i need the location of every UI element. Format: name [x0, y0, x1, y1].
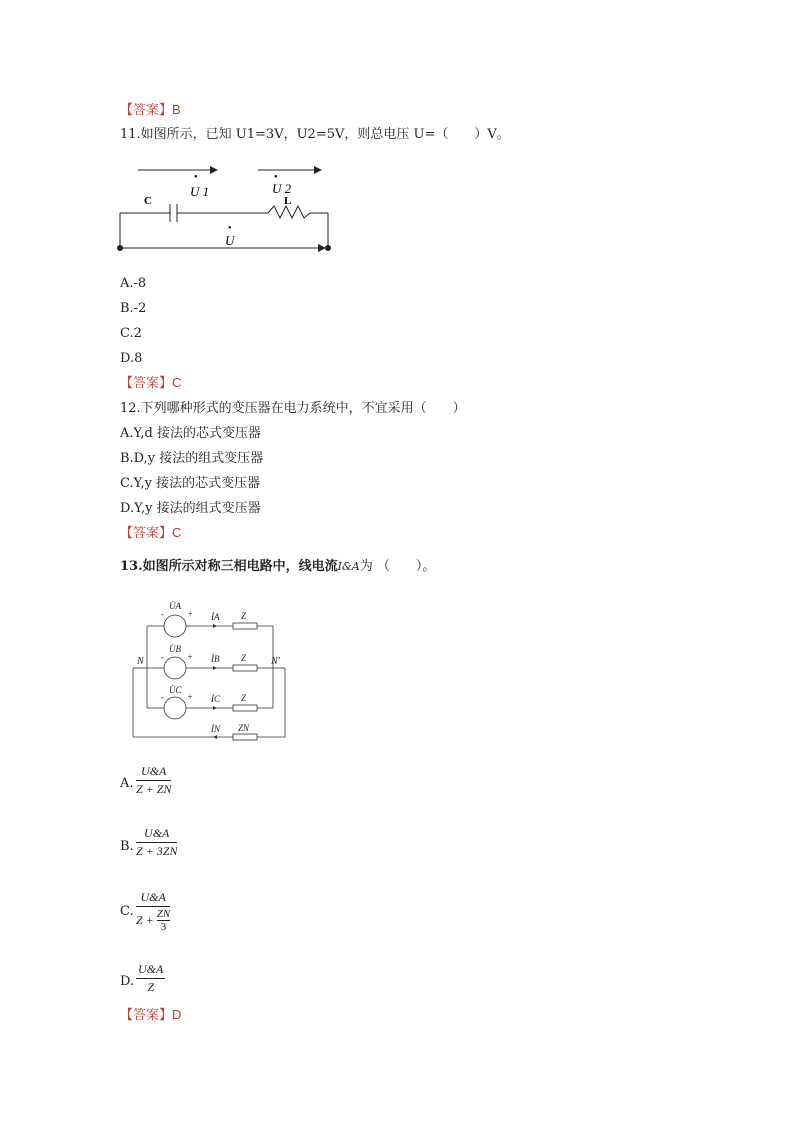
q11-option-d: D.8 — [120, 351, 143, 366]
svg-text:•: • — [228, 223, 232, 234]
q11-stem: 11.如图所示，已知 U1=3V，U2=5V，则总电压 U=（ ）V。 — [120, 127, 510, 142]
source-b — [164, 657, 186, 679]
u1-label: U 1 — [190, 184, 210, 199]
q13-option-c-fraction: U&A Z + $\frac{ZN}{3}$ — [136, 890, 171, 933]
answer-q11: 【答案】C — [120, 375, 182, 391]
answer-q10 — [120, 101, 181, 120]
answer-value: B — [172, 102, 181, 117]
q13-stem: 13.如图所示对称三相电路中，线电流I&A为 （ ）。 — [120, 559, 436, 574]
q12-option-a: A.Y,d 接法的芯式变压器 — [120, 426, 262, 441]
source-c-label: U̇C — [169, 685, 182, 695]
q13-option-b-fraction: $\frac{U\&A}{Z + 3ZN}$ — [136, 826, 178, 858]
q11-circuit-diagram — [110, 158, 350, 258]
q13-option-a-fraction: $\frac{U\&A}{Z + ZN}$ — [136, 764, 172, 796]
n-prime-label: N′ — [271, 656, 280, 667]
q12-option-b: B.D,y 接法的组式变压器 — [120, 451, 264, 466]
q12-option-c: C.Y,y 接法的芯式变压器 — [120, 476, 261, 491]
q13-option-c-label: C. — [120, 904, 134, 919]
line-current-symbol: I&A — [337, 560, 360, 573]
svg-text:+: + — [187, 692, 194, 702]
impedance-n — [233, 734, 257, 740]
q13-three-phase-circuit — [125, 592, 300, 744]
svg-text:-: - — [161, 609, 164, 619]
source-b-label: U̇B — [169, 644, 181, 654]
current-n-label: İN — [211, 724, 220, 734]
q13-option-d-label: D. — [120, 974, 135, 989]
impedance-b — [233, 665, 257, 671]
u-label: U — [225, 233, 235, 248]
answer-bracket: 【答案】 — [120, 103, 173, 118]
n-label: N — [137, 656, 144, 667]
inductor-symbol — [268, 206, 310, 218]
svg-text:+: + — [187, 609, 194, 619]
u2-label: U 2 — [272, 181, 292, 196]
q12-stem: 12.下列哪种形式的变压器在电力系统中，不宜采用（ ） — [120, 401, 466, 416]
q11-option-b: B.-2 — [120, 301, 147, 316]
q12-option-d: D.Y,y 接法的组式变压器 — [120, 501, 261, 516]
impedance-a — [233, 623, 257, 629]
answer-q12: 【答案】C — [120, 525, 182, 541]
current-b-label: İB — [211, 654, 220, 664]
impedance-a-label: Z — [241, 611, 247, 621]
terminal-left — [117, 245, 123, 251]
source-c — [164, 697, 186, 719]
l-label: L — [284, 195, 292, 207]
q13-option-a-label: A. — [120, 776, 134, 791]
current-c-label: İC — [211, 694, 220, 704]
impedance-n-label: ZN — [238, 723, 250, 733]
q13-option-b-label: B. — [120, 839, 134, 854]
impedance-b-label: Z — [241, 653, 247, 663]
source-a — [164, 615, 186, 637]
impedance-c-label: Z — [241, 693, 247, 703]
svg-text:-: - — [161, 692, 164, 702]
impedance-c — [233, 705, 257, 711]
source-a-label: U̇A — [169, 601, 181, 611]
q13-option-d-fraction: $\frac{U\&A}{Z}$ — [138, 962, 164, 994]
c-label: C — [144, 195, 152, 207]
current-a-label: İA — [211, 612, 220, 622]
q11-option-a: A.-8 — [120, 276, 147, 291]
q11-option-c: C.2 — [120, 326, 142, 341]
svg-text:-: - — [161, 652, 164, 662]
svg-text:•: • — [194, 172, 198, 183]
svg-text:•: • — [274, 172, 278, 183]
terminal-right — [325, 245, 331, 251]
answer-q13: 【答案】D — [120, 1007, 182, 1023]
svg-text:+: + — [187, 652, 194, 662]
